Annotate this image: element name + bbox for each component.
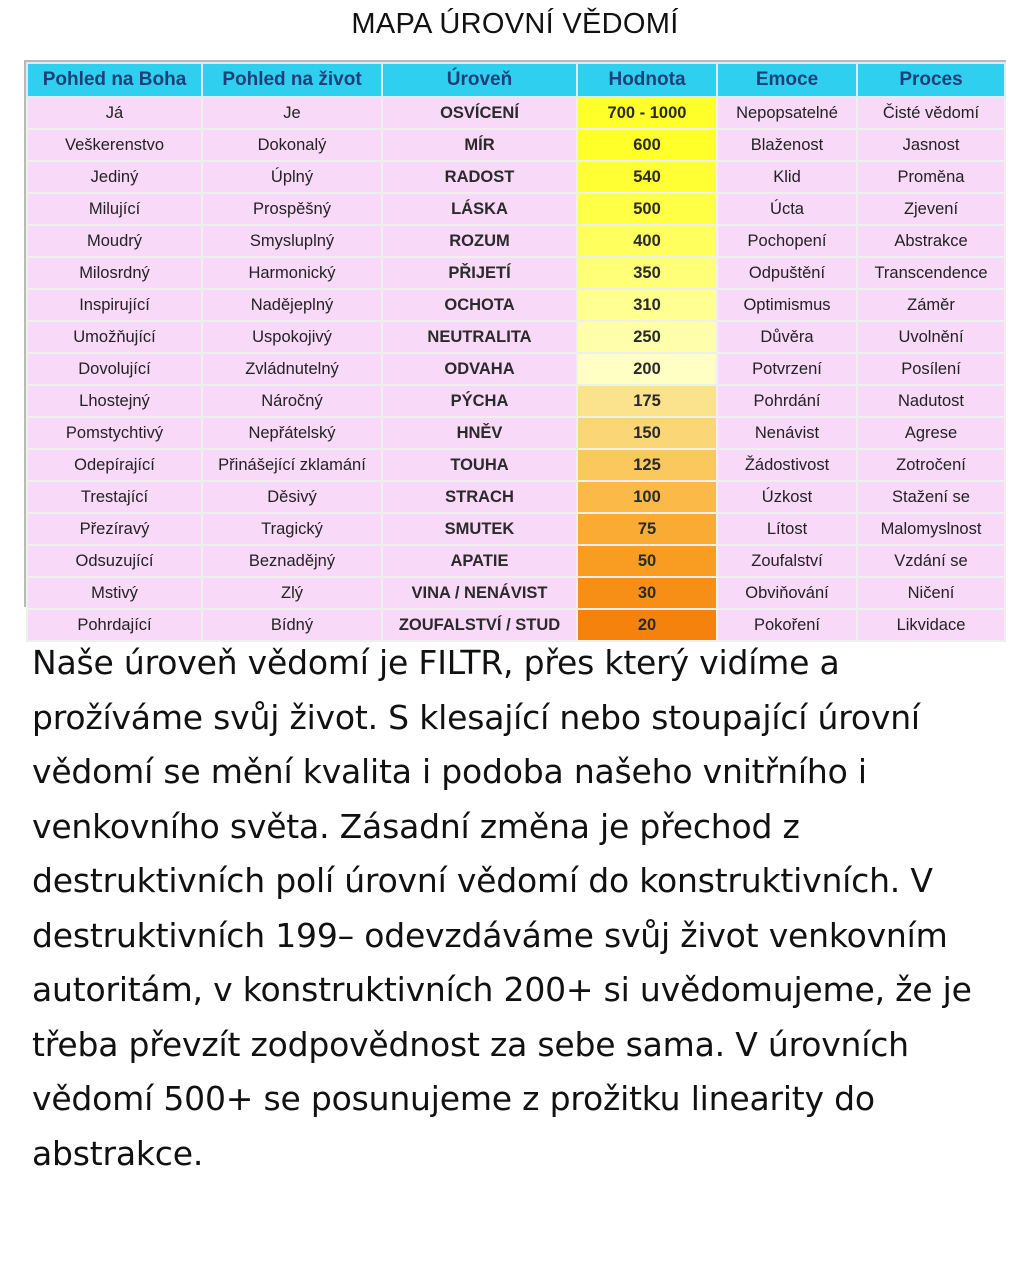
cell-life: Náročný bbox=[202, 385, 382, 417]
cell-life: Úplný bbox=[202, 161, 382, 193]
cell-emotion: Žádostivost bbox=[717, 449, 857, 481]
cell-emotion: Zoufalství bbox=[717, 545, 857, 577]
cell-emotion: Lítost bbox=[717, 513, 857, 545]
cell-value: 700 - 1000 bbox=[577, 97, 717, 129]
cell-god: Pomstychtivý bbox=[27, 417, 202, 449]
cell-level: STRACH bbox=[382, 481, 577, 513]
table-row bbox=[27, 193, 1005, 225]
table-row bbox=[27, 417, 1005, 449]
cell-god: Mstivý bbox=[27, 577, 202, 609]
table-body bbox=[27, 97, 1005, 641]
cell-value: 50 bbox=[577, 545, 717, 577]
cell-emotion: Úzkost bbox=[717, 481, 857, 513]
cell-emotion: Klid bbox=[717, 161, 857, 193]
cell-emotion: Úcta bbox=[717, 193, 857, 225]
cell-god: Umožňující bbox=[27, 321, 202, 353]
cell-life: Nadějeplný bbox=[202, 289, 382, 321]
cell-process: Agrese bbox=[857, 417, 1005, 449]
cell-life: Děsivý bbox=[202, 481, 382, 513]
cell-process: Proměna bbox=[857, 161, 1005, 193]
cell-process: Jasnost bbox=[857, 129, 1005, 161]
cell-value: 350 bbox=[577, 257, 717, 289]
cell-life: Smysluplný bbox=[202, 225, 382, 257]
cell-life: Tragický bbox=[202, 513, 382, 545]
cell-god: Lhostejný bbox=[27, 385, 202, 417]
cell-value: 100 bbox=[577, 481, 717, 513]
cell-process: Transcendence bbox=[857, 257, 1005, 289]
cell-life: Beznadějný bbox=[202, 545, 382, 577]
cell-value: 75 bbox=[577, 513, 717, 545]
cell-level: SMUTEK bbox=[382, 513, 577, 545]
cell-level: PŘIJETÍ bbox=[382, 257, 577, 289]
cell-life: Nepřátelský bbox=[202, 417, 382, 449]
cell-value: 310 bbox=[577, 289, 717, 321]
cell-life: Harmonický bbox=[202, 257, 382, 289]
col-header-value: Hodnota bbox=[577, 63, 717, 97]
cell-emotion: Pohrdání bbox=[717, 385, 857, 417]
cell-level: ZOUFALSTVÍ / STUD bbox=[382, 609, 577, 641]
cell-level: NEUTRALITA bbox=[382, 321, 577, 353]
page-title: MAPA ÚROVNÍ VĚDOMÍ bbox=[351, 8, 679, 40]
cell-value: 125 bbox=[577, 449, 717, 481]
cell-god: Dovolující bbox=[27, 353, 202, 385]
cell-god: Veškerenstvo bbox=[27, 129, 202, 161]
col-header-process: Proces bbox=[857, 63, 1005, 97]
table-row bbox=[27, 513, 1005, 545]
cell-emotion: Odpuštění bbox=[717, 257, 857, 289]
table-header-row bbox=[27, 63, 1005, 97]
cell-value: 30 bbox=[577, 577, 717, 609]
cell-level: ROZUM bbox=[382, 225, 577, 257]
cell-process: Ničení bbox=[857, 577, 1005, 609]
cell-process: Posílení bbox=[857, 353, 1005, 385]
cell-god: Trestající bbox=[27, 481, 202, 513]
cell-god: Já bbox=[27, 97, 202, 129]
cell-life: Zlý bbox=[202, 577, 382, 609]
table-row bbox=[27, 129, 1005, 161]
col-header-level: Úroveň bbox=[382, 63, 577, 97]
cell-emotion: Obviňování bbox=[717, 577, 857, 609]
cell-level: APATIE bbox=[382, 545, 577, 577]
cell-value: 600 bbox=[577, 129, 717, 161]
cell-process: Vzdání se bbox=[857, 545, 1005, 577]
cell-value: 175 bbox=[577, 385, 717, 417]
cell-god: Odsuzující bbox=[27, 545, 202, 577]
cell-god: Přezíravý bbox=[27, 513, 202, 545]
cell-process: Čisté vědomí bbox=[857, 97, 1005, 129]
cell-process: Abstrakce bbox=[857, 225, 1005, 257]
cell-level: ODVAHA bbox=[382, 353, 577, 385]
table-row bbox=[27, 161, 1005, 193]
cell-level: LÁSKA bbox=[382, 193, 577, 225]
cell-value: 150 bbox=[577, 417, 717, 449]
table-row bbox=[27, 353, 1005, 385]
cell-life: Uspokojivý bbox=[202, 321, 382, 353]
cell-process: Uvolnění bbox=[857, 321, 1005, 353]
cell-god: Jediný bbox=[27, 161, 202, 193]
table-row bbox=[27, 97, 1005, 129]
cell-life: Prospěšný bbox=[202, 193, 382, 225]
table-row bbox=[27, 577, 1005, 609]
cell-emotion: Pokoření bbox=[717, 609, 857, 641]
cell-emotion: Optimismus bbox=[717, 289, 857, 321]
body-paragraph: Naše úroveň vědomí je FILTR, přes který vidíme a prožíváme svůj život. S klesající nebo stoupající úrovní vědomí se mění kvalita i podoba našeho vnitřního i venkovního světa. Zásadní změna je přechod z destruktivních polí úrovní vědomí do konstruktivních. V destruktivních 199– odevzdáváme svůj život venkovním autoritám, v konstruktivních 200+ si uvědomujeme, že je třeba převzít zodpovědnost za sebe sama. V úrovních vědomí 500+ se posunujeme z prožitku linearity do abstrakce. bbox=[32, 643, 972, 1173]
cell-level: OSVÍCENÍ bbox=[382, 97, 577, 129]
cell-god: Milosrdný bbox=[27, 257, 202, 289]
cell-process: Stažení se bbox=[857, 481, 1005, 513]
cell-value: 500 bbox=[577, 193, 717, 225]
cell-god: Moudrý bbox=[27, 225, 202, 257]
cell-process: Zotročení bbox=[857, 449, 1005, 481]
consciousness-table bbox=[24, 60, 1006, 634]
cell-level: MÍR bbox=[382, 129, 577, 161]
cell-level: HNĚV bbox=[382, 417, 577, 449]
cell-emotion: Důvěra bbox=[717, 321, 857, 353]
cell-emotion: Potvrzení bbox=[717, 353, 857, 385]
cell-life: Zvládnutelný bbox=[202, 353, 382, 385]
cell-process: Likvidace bbox=[857, 609, 1005, 641]
cell-process: Záměr bbox=[857, 289, 1005, 321]
cell-god: Milující bbox=[27, 193, 202, 225]
cell-emotion: Nenávist bbox=[717, 417, 857, 449]
cell-value: 540 bbox=[577, 161, 717, 193]
cell-life: Dokonalý bbox=[202, 129, 382, 161]
table-row bbox=[27, 257, 1005, 289]
table-row bbox=[27, 545, 1005, 577]
cell-value: 20 bbox=[577, 609, 717, 641]
cell-value: 250 bbox=[577, 321, 717, 353]
cell-level: RADOST bbox=[382, 161, 577, 193]
col-header-god: Pohled na Boha bbox=[27, 63, 202, 97]
cell-level: VINA / NENÁVIST bbox=[382, 577, 577, 609]
table-row bbox=[27, 481, 1005, 513]
cell-value: 400 bbox=[577, 225, 717, 257]
cell-process: Zjevení bbox=[857, 193, 1005, 225]
table-row bbox=[27, 449, 1005, 481]
cell-life: Je bbox=[202, 97, 382, 129]
cell-process: Malomyslnost bbox=[857, 513, 1005, 545]
table-row bbox=[27, 289, 1005, 321]
cell-emotion: Nepopsatelné bbox=[717, 97, 857, 129]
col-header-life: Pohled na život bbox=[202, 63, 382, 97]
cell-level: OCHOTA bbox=[382, 289, 577, 321]
table-row bbox=[27, 321, 1005, 353]
cell-emotion: Pochopení bbox=[717, 225, 857, 257]
table-row bbox=[27, 385, 1005, 417]
cell-level: PÝCHA bbox=[382, 385, 577, 417]
cell-process: Nadutost bbox=[857, 385, 1005, 417]
cell-value: 200 bbox=[577, 353, 717, 385]
cell-god: Odepírající bbox=[27, 449, 202, 481]
col-header-emotion: Emoce bbox=[717, 63, 857, 97]
table-row bbox=[27, 225, 1005, 257]
cell-level: TOUHA bbox=[382, 449, 577, 481]
levels-table bbox=[26, 62, 1006, 642]
cell-emotion: Blaženost bbox=[717, 129, 857, 161]
cell-life: Přinášející zklamání bbox=[202, 449, 382, 481]
cell-life: Bídný bbox=[202, 609, 382, 641]
cell-god: Pohrdající bbox=[27, 609, 202, 641]
cell-god: Inspirující bbox=[27, 289, 202, 321]
